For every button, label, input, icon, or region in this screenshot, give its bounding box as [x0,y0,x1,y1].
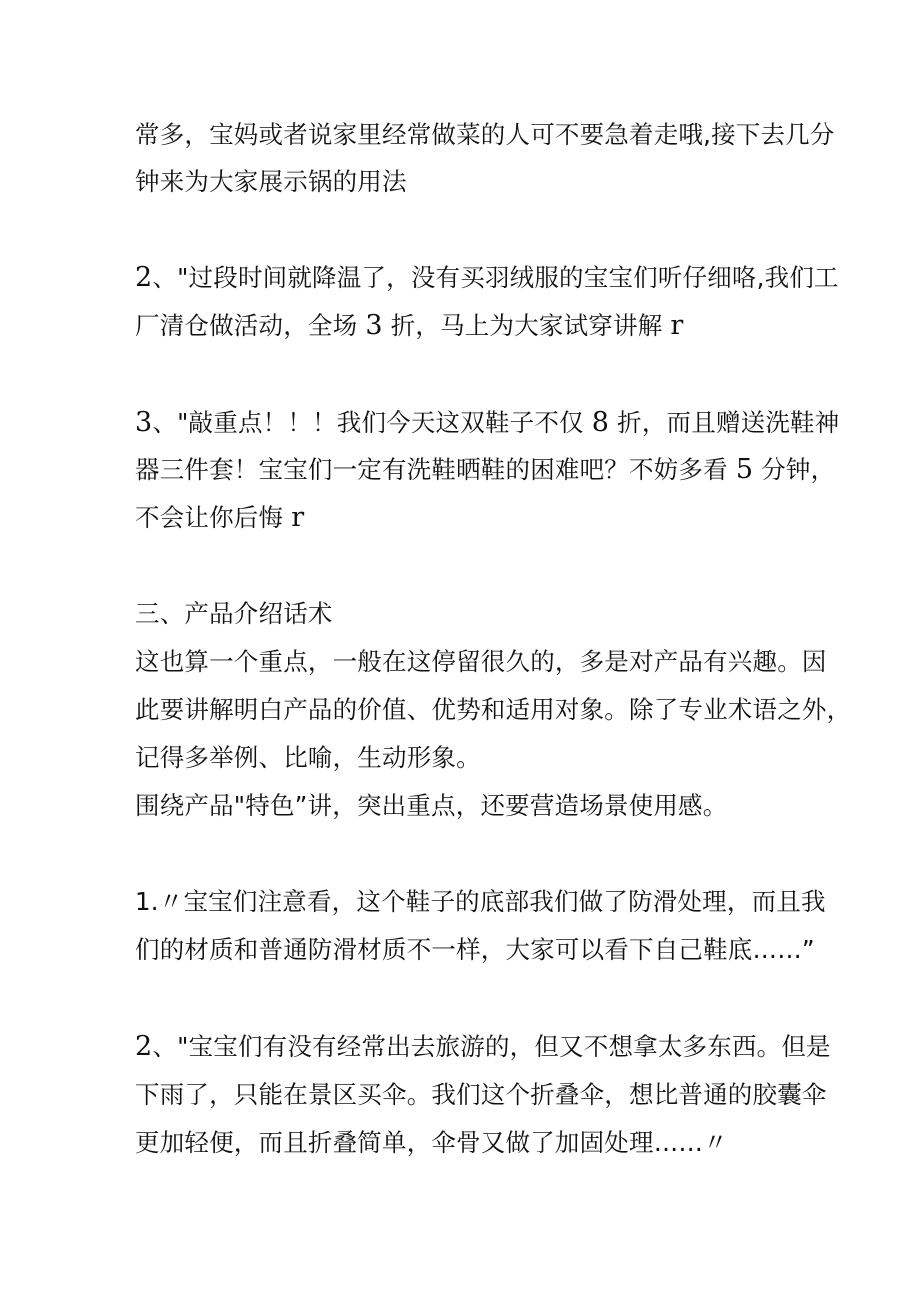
text-span: 记得多举例、比喻，生动形象。 [135,743,481,772]
text-span: 不会让你后悔 [135,503,284,532]
text-span: 、"过段时间就降温了，没有买羽绒服的宝宝们听仔细咯,我们工 [152,263,839,292]
list-item-line [135,1030,831,1064]
text-span: r [670,310,684,341]
text-span: 更加轻便，而且折叠简单，伞骨又做了加固处理……〃 [135,1128,728,1157]
inline-number: 3 [365,310,383,341]
text-span: 这也算一个重点，一般在这停留很久的，多是对产品有兴趣。因 [135,647,827,676]
text-span: 围绕产品"特色”讲，突出重点，还要营造场景使用感。 [135,791,728,820]
list-item-line [135,501,800,535]
list-item-line [135,261,839,295]
text-span: 折，马上为大家试穿讲解 [390,311,663,340]
section-heading [135,597,800,631]
paragraph-line [135,789,800,823]
list-item-line [135,309,800,343]
list-number: 3 [135,407,153,438]
text-span: 折，而且赠送洗鞋神 [617,408,840,437]
text-span: 三、产品介绍话术 [135,599,333,628]
list-item-line [135,885,826,919]
inline-number: 5 [735,454,754,485]
list-number: 2 [135,262,153,293]
paragraph-line [135,693,852,727]
text-span: 器三件套！宝宝们一定有洗鞋晒鞋的困难吧？不妨多看 [135,455,728,484]
text-line [135,118,835,152]
paragraph-line [135,645,827,679]
text-span: r [291,502,305,533]
text-span: 此要讲解明白产品的价值、优势和适用对象。除了专业术语之外， [135,695,852,724]
text-span: 钟来为大家展示锅的用法 [135,167,407,196]
text-line [135,165,800,199]
list-item-line [135,933,815,967]
list-item-line [135,406,840,440]
text-span: 下雨了，只能在景区买伞。我们这个折叠伞，想比普通的胶囊伞 [135,1080,827,1109]
list-number: 2 [135,1031,153,1062]
list-item-line [135,1078,827,1112]
text-span: 、"敲重点！！！我们今天这双鞋子不仅 [152,408,584,437]
list-item-line [135,1126,800,1160]
list-item-line [135,453,836,487]
text-span: 厂清仓做活动，全场 [135,311,358,340]
paragraph-line [135,741,800,775]
text-span: 们的材质和普通防滑材质不一样，大家可以看下自己鞋底……” [135,935,815,964]
text-span: 1.〃宝宝们注意看，这个鞋子的底部我们做了防滑处理，而且我 [135,887,826,916]
inline-number: 8 [591,407,610,438]
text-span: 、"宝宝们有没有经常出去旅游的，但又不想拿太多东西。但是 [152,1032,831,1061]
text-span: 分钟， [761,455,836,484]
text-span: 常多，宝妈或者说家里经常做菜的人可不要急着走哦,接下去几分 [135,120,835,149]
